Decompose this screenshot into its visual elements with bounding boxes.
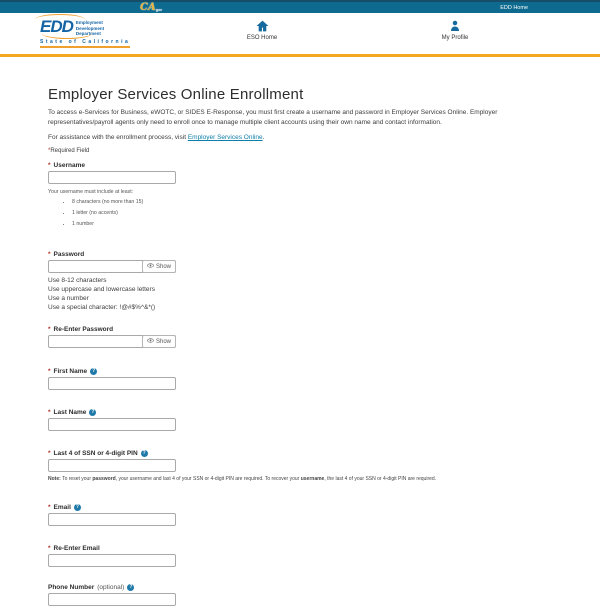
ssn-pin-note — [48, 476, 552, 482]
username-label — [48, 162, 552, 169]
edd-logo-line: Employment — [75, 20, 103, 25]
ssn-pin-input[interactable] — [48, 459, 176, 472]
show-reenter-password-button[interactable] — [142, 335, 176, 348]
help-icon[interactable]: ? — [142, 450, 146, 456]
note-segment: password — [92, 476, 116, 482]
username-label-text: Username — [53, 162, 85, 169]
password-label — [48, 251, 552, 258]
page-title: Employer Services Online Enrollment — [48, 86, 304, 103]
password-group — [48, 251, 552, 312]
reenter-email-input[interactable] — [48, 554, 176, 567]
edd-logo-line: Development — [75, 25, 105, 31]
note-segment: To reset your — [60, 476, 93, 482]
ssn-pin-label-text: Last 4 of SSN or 4-digit PIN — [53, 450, 138, 457]
username-input[interactable] — [48, 171, 176, 184]
nav-eso-home-label: ESO Home — [246, 35, 278, 41]
phone-label — [48, 584, 552, 591]
ssn-pin-group — [48, 450, 552, 482]
required-asterisk: * — [48, 162, 51, 169]
top-utility-bar — [0, 0, 600, 13]
required-field-note — [48, 148, 552, 154]
ca-gov-logo-text: CA — [140, 2, 156, 13]
help-icon[interactable]: ? — [129, 584, 133, 590]
password-rule: Use a number — [48, 295, 89, 302]
reenter-email-group — [48, 545, 552, 567]
help-icon[interactable]: ? — [75, 504, 79, 510]
reenter-password-label — [48, 326, 552, 333]
note-segment: username — [300, 476, 325, 482]
password-rules-list — [48, 276, 552, 312]
username-group — [48, 162, 552, 227]
reenter-email-label — [48, 545, 552, 552]
password-rule: Use uppercase and lowercase letters — [48, 286, 155, 293]
edd-logo[interactable] — [40, 18, 130, 48]
first-name-label-text: First Name — [53, 368, 88, 375]
edd-logo-state-line: State of California — [40, 39, 130, 49]
username-rule: • 8 characters (no more than 15) — [72, 199, 552, 205]
email-group — [48, 504, 552, 526]
required-asterisk: * — [48, 368, 51, 375]
assistance-text: For assistance with the enrollment process, visit — [48, 134, 188, 141]
edd-logo-acronym: EDD — [40, 17, 73, 36]
password-rule: Use 8-12 characters — [48, 277, 107, 284]
last-name-label-text: Last Name — [53, 409, 87, 416]
edd-logo-swoosh-top — [35, 14, 85, 25]
reenter-password-group — [48, 326, 552, 348]
show-reenter-password-label: Show — [155, 338, 171, 345]
eye-icon — [147, 338, 154, 345]
reenter-email-label-text: Re-Enter Email — [53, 545, 100, 552]
email-input[interactable] — [48, 513, 176, 526]
username-rule: • 1 number — [72, 221, 552, 227]
ssn-pin-label — [48, 450, 552, 457]
required-asterisk: * — [48, 148, 51, 154]
last-name-group — [48, 409, 552, 431]
note-segment: Note: — [48, 476, 61, 482]
last-name-label — [48, 409, 552, 416]
required-asterisk: * — [48, 409, 51, 416]
edd-home-link[interactable]: EDD Home — [500, 5, 528, 11]
edd-logo-row — [40, 18, 130, 37]
email-label-text: Email — [53, 504, 71, 511]
password-rule: Use a special character: !@#$%^&*() — [48, 304, 156, 311]
help-icon[interactable]: ? — [92, 368, 96, 374]
note-segment: , your username and last 4 of your SSN or 4-digit PIN are required. To recover your — [115, 476, 301, 482]
nav-eso-home[interactable] — [222, 20, 302, 41]
required-asterisk: * — [48, 545, 51, 552]
employer-services-online-link[interactable]: Employer Services Online — [187, 134, 263, 141]
assistance-suffix: . — [262, 134, 265, 141]
reenter-password-label-text: Re-Enter Password — [53, 326, 114, 333]
main-content — [0, 86, 600, 606]
required-asterisk: * — [48, 450, 51, 457]
site-header — [0, 13, 600, 54]
last-name-input[interactable] — [48, 418, 176, 431]
edd-logo-line: Department — [75, 31, 101, 36]
assistance-paragraph — [48, 134, 552, 141]
first-name-group — [48, 368, 552, 390]
eye-icon — [147, 263, 154, 270]
username-rules-list — [48, 199, 552, 227]
note-segment: , the last 4 of your SSN or 4-digit PIN are required. — [324, 476, 437, 482]
first-name-label — [48, 368, 552, 375]
home-icon — [256, 20, 269, 32]
intro-paragraph: To access e-Services for Business, eWOTC, or SIDES E-Response, you must first create a username and password in Employer Services Online. Employer representatives/payroll agents only need to enroll once to manage multiple client accounts using their own name and contact information. — [48, 109, 498, 126]
required-field-label: Required Field — [50, 148, 90, 154]
email-label — [48, 504, 552, 511]
phone-group — [48, 584, 552, 606]
nav-my-profile-label: My Profile — [441, 35, 469, 41]
phone-optional-suffix: (optional) — [97, 584, 125, 591]
first-name-input[interactable] — [48, 377, 176, 390]
password-input-wrap — [48, 260, 176, 273]
reenter-password-input-wrap — [48, 335, 176, 348]
phone-label-text: Phone Number — [48, 584, 95, 591]
person-icon — [449, 20, 461, 32]
edd-logo-swoosh-bottom — [42, 28, 92, 39]
required-asterisk: * — [48, 251, 51, 258]
ca-gov-logo-suffix: gov — [155, 7, 163, 12]
required-asterisk: * — [48, 504, 51, 511]
show-password-button[interactable] — [142, 260, 176, 273]
nav-my-profile[interactable] — [415, 20, 495, 41]
help-icon[interactable]: ? — [91, 409, 95, 415]
accent-divider — [0, 54, 600, 57]
password-label-text: Password — [53, 251, 85, 258]
username-rules-intro: Your username must include at least: — [48, 189, 134, 195]
required-asterisk: * — [48, 326, 51, 333]
username-rule: • 1 letter (no accents) — [72, 210, 552, 216]
show-password-label: Show — [155, 263, 171, 270]
